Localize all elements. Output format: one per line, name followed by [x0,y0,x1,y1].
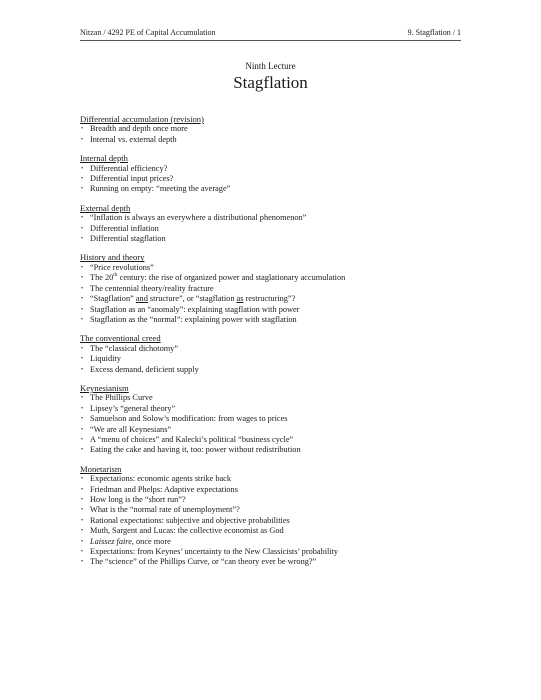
page-header [80,26,461,41]
section-heading: Keynesianism [80,382,129,393]
header-page-number: 9. Stagflation / 1 [407,28,461,37]
list-item: • Internal vs. external depth [80,135,481,145]
list-item: • Samuelson and Solow’s modification: from wages to prices [80,414,481,424]
section-keynesianism [80,383,481,456]
list-item [80,537,481,547]
section-heading: Monetarism [80,463,122,474]
text-run: , once more [131,536,171,546]
list-item: • Breadth and depth once more [80,124,481,134]
list-item: • Differential stagflation [80,234,481,244]
list-item: • Stagflation as the “normal”: explaining power with stagflation [80,315,481,325]
list-item: • Lipsey’s “general theory” [80,404,481,414]
section-external-depth [80,203,481,245]
section-conventional-creed [80,333,481,375]
section-internal-depth [80,153,481,195]
text-run: The 20 [90,273,114,283]
list-item: • Liquidity [80,354,481,364]
italic-phrase: Laissez faire [90,536,132,546]
lecture-number: Ninth Lecture [245,61,296,71]
list-item: • The “science” of the Phillips Curve, or “can theory ever be wrong?” [80,557,481,567]
list-item: • A “menu of choices” and Kalecki’s political “business cycle” [80,435,481,445]
section-monetarism [80,464,481,568]
section-heading: Differential accumulation (revision) [80,114,204,124]
superscript: th [113,272,118,279]
underlined-word: as [236,294,244,304]
list-item: • Rational expectations: subjective and objective probabilities [80,516,481,526]
list-item: • Running on empty: “meeting the average” [80,184,481,194]
list-item: • Excess demand, deficient supply [80,365,481,375]
list-item: • Differential input prices? [80,174,481,184]
section-heading: Internal depth [80,153,128,164]
list-item [80,294,481,304]
section-history-and-theory [80,252,481,325]
text-run: structure”, or “stagflation [147,294,237,304]
list-item: • What is the “normal rate of unemployment”? [80,505,481,515]
section-differential-accumulation [80,114,481,145]
page-title: Stagflation [233,73,308,92]
title-block [0,60,541,93]
list-item: • The centennial theory/reality fracture [80,284,481,294]
section-heading: The conventional creed [80,333,161,344]
list-item [80,273,481,283]
list-item: • The Phillips Curve [80,393,481,403]
list-item: • “We are all Keynesians” [80,425,481,435]
text-run: century: the rise of organized power and staglationary accumulation [117,273,346,283]
list-item: • Expectations: from Keynes’ uncertainty to the New Classicists’ probability [80,547,481,557]
text-run: “Stagflation” [90,294,136,304]
list-item: • Eating the cake and having it, too: power without redistribution [80,445,481,455]
section-heading: History and theory [80,252,145,263]
list-item: • Muth, Sargent and Lucas: the collective economist as God [80,526,481,536]
text-run: restructuring”? [243,294,296,304]
list-item: • “Inflation is always an everywhere a distributional phenomenon” [80,213,481,223]
header-course: Nitzan / 4292 PE of Capital Accumulation [80,28,216,37]
list-item: • How long is the “short run”? [80,495,481,505]
list-item: • Expectations: economic agents strike back [80,474,481,484]
list-item: • The “classical dichotomy” [80,344,481,354]
list-item: • Differential efficiency? [80,164,481,174]
list-item: • “Price revolutions” [80,263,481,273]
section-heading: External depth [80,202,131,213]
underlined-word: and [135,294,148,304]
list-item: • Friedman and Phelps: Adaptive expectations [80,485,481,495]
list-item: • Differential inflation [80,224,481,234]
list-item: • Stagflation as an “anomaly”: explaining stagflation with power [80,305,481,315]
lecture-outline [80,114,481,576]
